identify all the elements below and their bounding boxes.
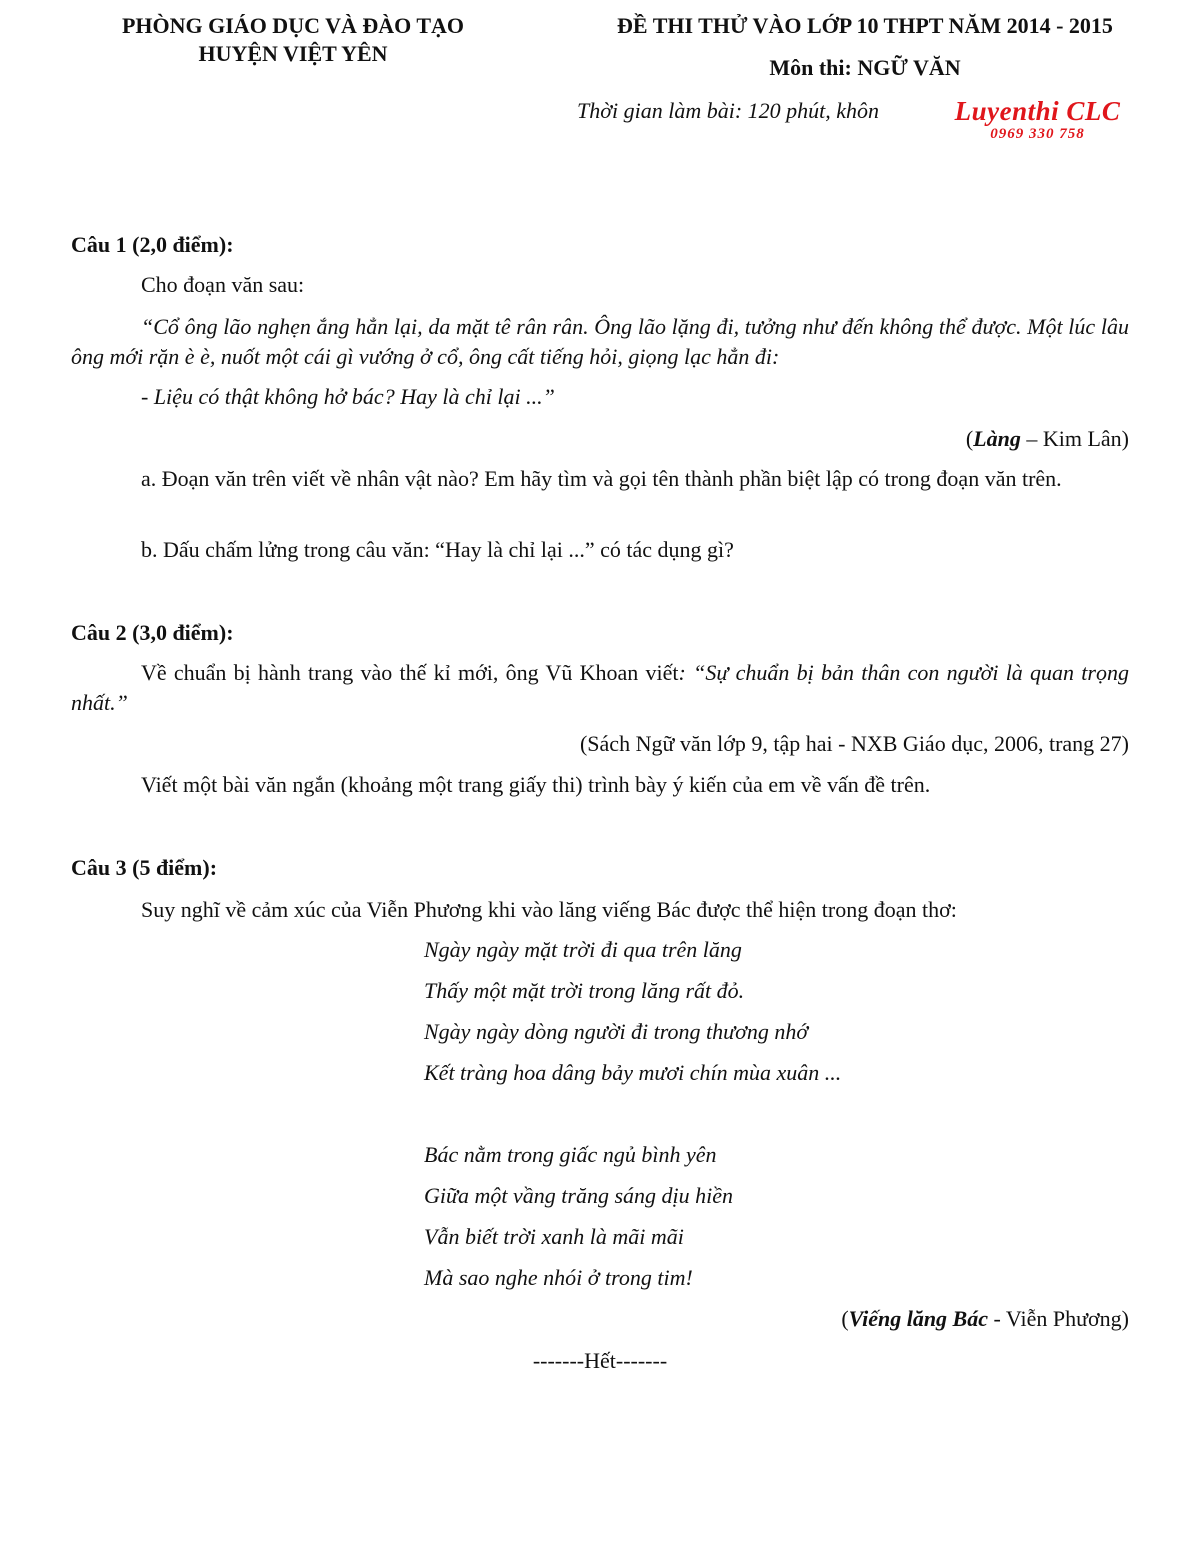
watermark-phone: 0969 330 758 <box>990 126 1085 142</box>
question-1-intro: Cho đoạn văn sau: <box>141 272 305 297</box>
question-2-prompt <box>71 658 1129 718</box>
end-marker: -------Hết------- <box>532 1348 668 1373</box>
source-work-title: Làng <box>973 426 1021 451</box>
poem-line: Bác nằm trong giấc ngủ bình yên <box>424 1142 717 1167</box>
source-author: – Kim Lân) <box>1020 426 1129 451</box>
exam-subject: Môn thi: NGỮ VĂN <box>769 55 961 80</box>
question-2-colon: : <box>678 660 686 685</box>
question-2-source: (Sách Ngữ văn lớp 9, tập hai - NXB Giáo dục, 2006, trang 27) <box>579 731 1129 756</box>
exam-header <box>560 12 1170 82</box>
exam-time: Thời gian làm bài: 120 phút, khôn <box>577 98 880 123</box>
poem-line: Mà sao nghe nhói ở trong tim! <box>424 1265 693 1290</box>
question-1-quote-dialogue: - Liệu có thật không hở bác? Hay là chỉ lại ...” <box>141 384 555 409</box>
question-3-source <box>71 1304 1129 1334</box>
exam-title: ĐỀ THI THỬ VÀO LỚP 10 THPT NĂM 2014 - 2015 <box>617 13 1113 38</box>
question-2-title: Câu 2 (3,0 điểm): <box>71 620 234 645</box>
question-1-part-b: b. Dấu chấm lửng trong câu văn: “Hay là chỉ lại ...” có tác dụng gì? <box>141 537 734 562</box>
question-3-title: Câu 3 (5 điểm): <box>71 855 218 880</box>
poem-line: Ngày ngày mặt trời đi qua trên lăng <box>424 937 742 962</box>
question-1-part-a: a. Đoạn văn trên viết về nhân vật nào? Em hãy tìm và gọi tên thành phần biệt lập có trong đoạn văn trên. <box>141 466 1062 491</box>
poem-line: Ngày ngày dòng người đi trong thương nhớ <box>424 1019 809 1044</box>
question-1-quote: “Cổ ông lão nghẹn ắng hẳn lại, da mặt tê rân rân. Ông lão lặng đi, tưởng như đến không thể được. Một lúc lâu ông mới rặn è è, nuốt một cái gì vướng ở cổ, ông cất tiếng hỏi, giọng lạc hẳn đi: <box>71 314 1129 369</box>
district-name: HUYỆN VIỆT YÊN <box>198 41 388 66</box>
source-paren: ( <box>965 426 974 451</box>
question-2-intro: Về chuẩn bị hành trang vào thế kỉ mới, ông Vũ Khoan viết <box>141 660 679 685</box>
question-1-title: Câu 1 (2,0 điểm): <box>71 232 234 257</box>
department-name: PHÒNG GIÁO DỤC VÀ ĐÀO TẠO <box>121 13 465 38</box>
question-2-task: Viết một bài văn ngắn (khoảng một trang giấy thi) trình bày ý kiến của em về vấn đề trên. <box>141 772 931 797</box>
watermark-brand: Luyenthi CLC <box>954 96 1121 126</box>
department-header <box>78 12 508 68</box>
source-paren: ( <box>841 1306 849 1331</box>
poem-line: Thấy một mặt trời trong lăng rất đỏ. <box>424 978 745 1003</box>
source-author: - Viễn Phương) <box>988 1306 1129 1331</box>
poem-line: Vẫn biết trời xanh là mãi mãi <box>424 1224 684 1249</box>
source-work-title: Viếng lăng Bác <box>848 1306 988 1331</box>
poem-line: Kết tràng hoa dâng bảy mươi chín mùa xuân ... <box>424 1060 842 1085</box>
watermark-logo <box>925 96 1150 146</box>
question-3-intro: Suy nghĩ về cảm xúc của Viễn Phương khi vào lăng viếng Bác được thể hiện trong đoạn thơ: <box>141 897 957 922</box>
question-2-quote: “Sự chuẩn bị bản thân con người là quan trọng nhất.” <box>71 660 1129 715</box>
poem-line: Giữa một vầng trăng sáng dịu hiền <box>424 1183 733 1208</box>
question-1-source <box>71 424 1129 454</box>
